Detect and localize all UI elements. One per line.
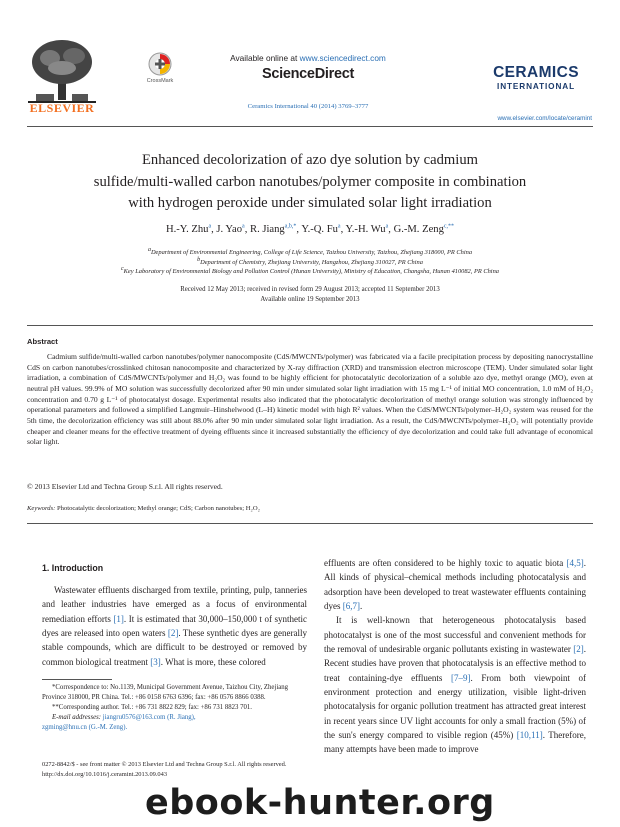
keywords-list: Photocatalytic decolorization; Methyl orange; CdS; Carbon nanotubes; H₂O₂ [56, 505, 260, 512]
citation-link[interactable]: [10,11] [516, 730, 543, 741]
publisher-name: ELSEVIER [29, 101, 95, 115]
affiliation-line [30, 248, 590, 258]
journal-reference-link[interactable]: Ceramics International 40 (2014) 3769–3777 [247, 103, 369, 110]
affiliation-sup: b [197, 256, 201, 263]
citation-link[interactable]: [4,5] [566, 558, 584, 568]
abstract-bottom-rule [27, 523, 593, 524]
sciencedirect-title: ScienceDirect [261, 66, 354, 82]
author-list: H.-Y. Zhu$^a$, J. Yao$^a$, R. Jiang$^{a,b,*}$, Y.-Q. Fu$^a$, Y.-H. Wu$^a$, G.-M. Zeng$^{c,**}$ [165, 223, 455, 235]
citation-link[interactable]: [2] [167, 628, 179, 639]
email-link-zeng[interactable]: zgming@hnu.cn (G.-M. Zeng). [42, 724, 128, 732]
abstract-body [27, 352, 593, 448]
crossmark-icon[interactable] [148, 52, 172, 76]
elsevier-tree-logo [28, 38, 96, 104]
abstract-heading: Abstract [27, 337, 58, 346]
affiliation-text: Department of Chemistry, Zhejiang University, Hangzhou, Zhejiang 310027, PR China [200, 258, 423, 266]
paragraph-text: effluents are often considered to be highly toxic to aquatic biota [324, 558, 567, 568]
affiliation-text: Key Laboratory of Environmental Biology and Pollution Control (Hunan University), Ministry of Education, Changsha, Hunan 410082, PR China [123, 268, 499, 275]
intro-paragraph-3 [324, 613, 586, 756]
paragraph-text: Wastewater effluents discharged from textile, printing, pulp, tanneries and leather industries have emerged as a focus of environmental remediation efforts [42, 585, 307, 624]
keywords-label: Keywords: [27, 505, 56, 512]
keywords-line [27, 505, 593, 512]
author-affiliation-sup[interactable]: c,** [443, 223, 455, 230]
title-line-2: sulfide/multi-walled carbon nanotubes/polymer composite in combination [93, 173, 527, 190]
email-label: E-mail addresses: [52, 714, 103, 722]
author-name: H.-Y. Zhu [165, 224, 209, 235]
issn-line: 0272-8842/$ - see front matter © 2013 Elsevier Ltd and Techna Group S.r.l. All rights reserved. [42, 761, 287, 768]
intro-paragraph-1 [42, 583, 307, 669]
author-affiliation-sup[interactable]: a [337, 223, 341, 230]
journal-url-link[interactable]: www.elsevier.com/locate/ceramint [497, 115, 592, 122]
doi-link[interactable]: http://dx.doi.org/10.1016/j.ceramint.2013.09.043 [42, 770, 168, 778]
page-footer [42, 760, 286, 779]
paragraph-text: It is well-known that heterogeneous photocatalysis based photocatalyst is one of the most successful and convenient methods for the removal of undesirable organic pollutants existing in wastewater [324, 615, 586, 655]
abstract-top-rule [27, 325, 593, 326]
watermark-text: ebook-hunter.org [145, 783, 495, 823]
affiliation-list [30, 248, 590, 277]
article-dates [40, 285, 580, 305]
sciencedirect-link[interactable]: www.sciencedirect.com [299, 53, 386, 63]
author-affiliation-sup[interactable]: a,b,* [284, 223, 297, 230]
header-rule [27, 126, 593, 127]
journal-logo-line1: CERAMICS [493, 64, 579, 81]
left-column [42, 583, 307, 669]
paragraph-text: . What is more, these colored [160, 656, 266, 667]
citation-link[interactable]: [1] [113, 613, 124, 624]
right-column [324, 556, 586, 757]
footnote-rule [42, 679, 112, 680]
author-name: Y.-H. Wu [345, 224, 386, 235]
paragraph-text: . These synthetic dyes are generally stable compounds, which are difficult to be destroyed or removed by common biological treatment [42, 628, 307, 667]
author-name: Y.-Q. Fu [301, 224, 338, 235]
article-title [40, 150, 580, 215]
author-affiliation-sup[interactable]: a [242, 223, 245, 230]
paragraph-text: . [360, 601, 363, 612]
title-line-1: Enhanced decolorization of azo dye solution by cadmium [142, 152, 478, 168]
received-dates: Received 12 May 2013; received in revised form 29 August 2013; accepted 11 September 2013 [180, 286, 440, 293]
citation-link[interactable]: [6,7] [342, 601, 360, 612]
journal-logo-line2: INTERNATIONAL [497, 82, 575, 91]
paragraph-text: . It is estimated that 30,000–150,000 t of synthetic dyes are released into open waters [42, 613, 307, 639]
author-affiliation-sup[interactable]: a [385, 223, 389, 230]
paragraph-text: . All kinds of physical–chemical methods including photocatalysis and adsorption have been developed to treat wastewater effluents containing dyes [324, 558, 586, 612]
paragraph-text: . Therefore, many attempts have been made to improve [324, 730, 586, 755]
footnote-1: *Correspondence to: No.1139, Municipal Government Avenue, Taizhou City, Zhejiang Province 318000, PR China. Tel.: +86 0158 6763 6396; fax: +86 0576 8866 0388. [42, 684, 289, 702]
footnotes [42, 683, 307, 733]
affiliation-sup: a [147, 246, 151, 253]
author-name: R. Jiang [250, 224, 285, 235]
intro-paragraph-2 [324, 556, 586, 613]
title-line-3: with hydrogen peroxide under simulated solar light irradiation [128, 195, 492, 211]
affiliation-sup: c [121, 265, 124, 272]
email-link-jiang[interactable]: jiangru0576@163.com (R. Jiang), [102, 714, 196, 722]
affiliation-line [30, 267, 590, 277]
affiliation-text: Department of Environmental Engineering, College of Life Science, Taizhou University, Taizhou, Zhejiang 318000, PR China [150, 249, 473, 256]
available-prefix: Available online at [230, 53, 300, 63]
citation-link[interactable]: [2] [573, 644, 584, 655]
crossmark-label: CrossMark [146, 78, 174, 84]
author-name: J. Yao [216, 224, 243, 235]
paragraph-text: . Recent studies have proven that photocatalysis is an effective method to treat containing-dye effluents [324, 644, 586, 683]
section-heading-introduction: 1. Introduction [42, 563, 104, 573]
citation-link[interactable]: [3] [150, 656, 161, 667]
available-online-date: Available online 19 September 2013 [260, 296, 360, 303]
paragraph-text: . From both viewpoint of environment protection and energy utilization, visible light-driven photocatalysis for organic pollution treatment has attracted great interest in recent years since UV light accounts for only a small fraction (5%) of the sun's energy compared to visible region (45%) [324, 672, 587, 741]
author-affiliation-sup[interactable]: a [208, 223, 212, 230]
available-online-line [205, 53, 411, 63]
footnote-emails [42, 713, 307, 723]
abstract-copyright: © 2013 Elsevier Ltd and Techna Group S.r.l. All rights reserved. [27, 482, 223, 491]
citation-link[interactable]: [7–9] [451, 672, 471, 683]
author-name: G.-M. Zeng [393, 224, 444, 235]
affiliation-line [30, 258, 590, 268]
abstract-paragraph: Cadmium sulfide/multi-walled carbon nanotubes/polymer nanocomposite (CdS/MWCNTs/polymer) was fabricated via a facile precipitation process by depositing nanocrystalline CdS on carbon nanotubes/crosslinked chitosan nanocomposite and characterized by X-ray diffraction (XRD) and transmission electron microscope (TEM). Under simulated solar light irradiation, a combination of CdS/MWCNTs/polymer and H₂O₂ was found to be highly efficient for photocatalytic decolorization of a soluble azo dye, methyl orange (MO), even at neutral pH values. 99.9% of MO solution was successfully decolorized after 90 min under simulated solar light irradiation with 15 mg L⁻¹ of initial MO concentration, 1.0 mM of H₂O₂ concentration and 0.70 g L⁻¹ of photocatalyst dosage. Experimental results also indicated that the photocatalytic decolorization of methyl orange solution was strongly influenced by operational parameters and followed a simplified Langmuir–Hinshelwood (L–H) kinetic model with high R² values. When the CdS/MWCNTs/polymer–H₂O₂ system was reused for the 5th time, the decolorization efficiency was still about 88.0% after 90 min under simulated solar light irradiation. As a result, the CdS/MWCNTs/polymer–H₂O₂ will potentially provide cheaper and cleaner means for the effective treatment of dyeing effluents since it increased substantially the efficiency of dye decolorization and could take full advantage of economical solar light. [27, 352, 593, 447]
footnote-2: **Corresponding author. Tel.: +86 731 8822 829; fax: +86 731 8823 701. [52, 704, 253, 712]
